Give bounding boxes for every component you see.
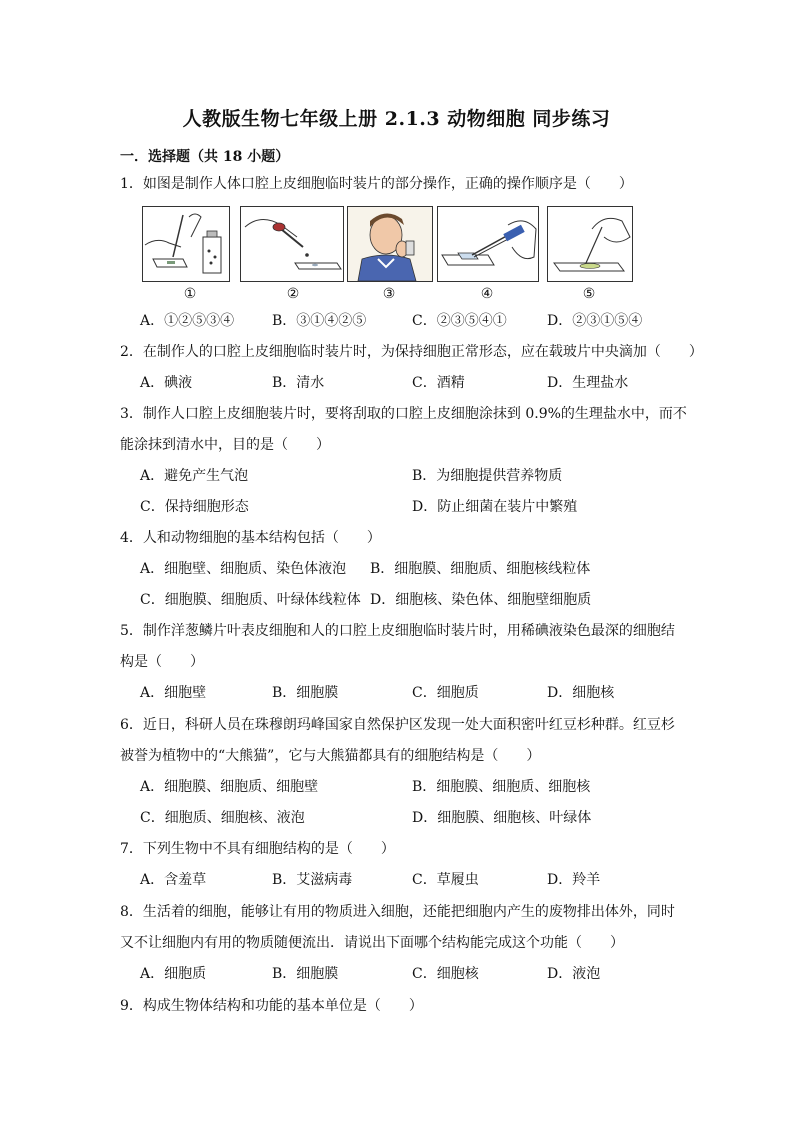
question-1-option-b[interactable]: B．③①④②⑤ xyxy=(272,313,367,329)
question-3-stem-line-2: 能涂抹到清水中，目的是（ ） xyxy=(120,437,330,453)
question-6-option-c[interactable]: C．细胞质、细胞核、液泡 xyxy=(140,810,305,826)
question-7-option-c[interactable]: C．草履虫 xyxy=(412,872,479,888)
figure-1-caption: ① xyxy=(183,286,197,302)
question-1-option-d[interactable]: D．②③①⑤④ xyxy=(547,313,643,329)
question-2-stem: 2．在制作人的口腔上皮细胞临时装片时，为保持细胞正常形态，应在载玻片中央滴加（ ） xyxy=(120,344,703,360)
question-1-option-c[interactable]: C．②③⑤④① xyxy=(412,313,507,329)
question-5-option-d[interactable]: D．细胞核 xyxy=(547,685,615,701)
question-5-option-b[interactable]: B．细胞膜 xyxy=(272,685,339,701)
question-5-stem-line-1: 5．制作洋葱鳞片叶表皮细胞和人的口腔上皮细胞临时装片时，用稀碘液染色最深的细胞结 xyxy=(120,623,675,639)
question-7-option-a[interactable]: A．含羞草 xyxy=(140,872,207,888)
question-7-stem: 7．下列生物中不具有细胞结构的是（ ） xyxy=(120,841,395,857)
question-3-stem-line-1: 3．制作人口腔上皮细胞装片时，要将刮取的口腔上皮细胞涂抹到 0.9%的生理盐水中，而不 xyxy=(120,406,687,422)
question-3-option-a[interactable]: A．避免产生气泡 xyxy=(140,468,249,484)
question-3-option-c[interactable]: C．保持细胞形态 xyxy=(140,499,249,515)
page-title: 人教版生物七年级上册 2.1.3 动物细胞 同步练习 xyxy=(182,108,611,130)
figure-2-image xyxy=(240,206,344,282)
section-heading: 一．选择题（共 18 小题） xyxy=(120,149,290,165)
question-8-option-c[interactable]: C．细胞核 xyxy=(412,966,479,982)
question-8-option-b[interactable]: B．细胞膜 xyxy=(272,966,339,982)
question-8-stem-line-2: 又不让细胞内有用的物质随便流出．请说出下面哪个结构能完成这个功能（ ） xyxy=(120,935,624,951)
question-6-stem-line-1: 6．近日，科研人员在珠穆朗玛峰国家自然保护区发现一处大面积密叶红豆杉种群。红豆杉 xyxy=(120,717,675,733)
question-6-option-d[interactable]: D．细胞膜、细胞核、叶绿体 xyxy=(412,810,592,826)
question-6-option-a[interactable]: A．细胞膜、细胞质、细胞壁 xyxy=(140,779,319,795)
figure-2-caption: ② xyxy=(286,286,300,302)
question-1-stem: 1．如图是制作人体口腔上皮细胞临时装片的部分操作，正确的操作顺序是（ ） xyxy=(120,176,633,192)
question-3-option-d[interactable]: D．防止细菌在装片中繁殖 xyxy=(412,499,578,515)
figure-3-image xyxy=(347,206,433,282)
question-8-option-a[interactable]: A．细胞质 xyxy=(140,966,207,982)
figure-5-caption: ⑤ xyxy=(582,286,596,302)
figure-4-caption: ④ xyxy=(480,286,494,302)
question-4-option-d[interactable]: D．细胞核、染色体、细胞壁细胞质 xyxy=(370,592,592,608)
question-2-option-d[interactable]: D．生理盐水 xyxy=(547,375,629,391)
question-4-option-c[interactable]: C．细胞膜、细胞质、叶绿体线粒体 xyxy=(140,592,361,608)
question-3-option-b[interactable]: B．为细胞提供营养物质 xyxy=(412,468,563,484)
question-8-option-d[interactable]: D．液泡 xyxy=(547,966,601,982)
question-2-option-a[interactable]: A．碘液 xyxy=(140,375,193,391)
question-4-stem: 4．人和动物细胞的基本结构包括（ ） xyxy=(120,530,381,546)
question-2-option-c[interactable]: C．酒精 xyxy=(412,375,465,391)
question-9-stem: 9．构成生物体结构和功能的基本单位是（ ） xyxy=(120,998,423,1014)
figure-5-image xyxy=(547,206,633,282)
question-8-stem-line-1: 8．生活着的细胞，能够让有用的物质进入细胞，还能把细胞内产生的废物排出体外，同时 xyxy=(120,904,675,920)
question-7-option-b[interactable]: B．艾滋病毒 xyxy=(272,872,353,888)
question-4-option-b[interactable]: B．细胞膜、细胞质、细胞核线粒体 xyxy=(370,561,591,577)
question-6-stem-line-2: 被誉为植物中的“大熊猫”，它与大熊猫都具有的细胞结构是（ ） xyxy=(120,748,541,764)
figure-1-image xyxy=(142,206,230,282)
question-4-option-a[interactable]: A．细胞壁、细胞质、染色体液泡 xyxy=(140,561,347,577)
figure-3-caption: ③ xyxy=(382,286,396,302)
question-1-figures xyxy=(0,206,793,316)
figure-4-image xyxy=(437,206,539,282)
question-5-option-c[interactable]: C．细胞质 xyxy=(412,685,479,701)
question-2-option-b[interactable]: B．清水 xyxy=(272,375,325,391)
question-1-option-a[interactable]: A．①②⑤③④ xyxy=(140,313,235,329)
question-7-option-d[interactable]: D．羚羊 xyxy=(547,872,601,888)
question-5-option-a[interactable]: A．细胞壁 xyxy=(140,685,207,701)
question-6-option-b[interactable]: B．细胞膜、细胞质、细胞核 xyxy=(412,779,591,795)
question-5-stem-line-2: 构是（ ） xyxy=(120,654,204,670)
